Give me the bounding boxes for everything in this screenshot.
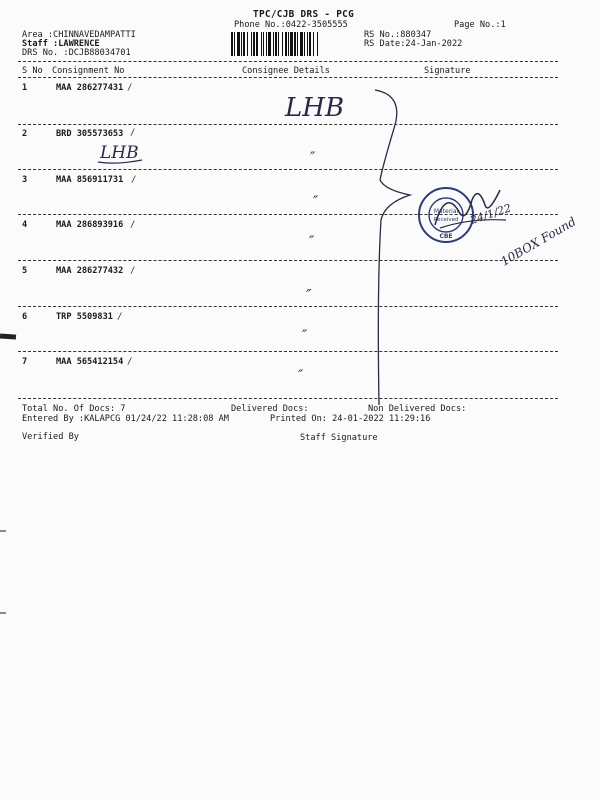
- row-4-consignment: MAA 286893916: [56, 220, 124, 230]
- ditto-mark-row-6: ″: [302, 328, 308, 344]
- row-2-divider: [18, 169, 558, 170]
- staff-signature-label: Staff Signature: [300, 433, 378, 443]
- row-4-sno: 4: [22, 220, 28, 230]
- column-header-divider: [18, 77, 558, 78]
- row-5-sno: 5: [22, 266, 28, 276]
- row-3-sno: 3: [22, 175, 28, 185]
- col-consignee: Consignee Details: [242, 66, 330, 76]
- handwritten-box-note: [488, 196, 579, 269]
- row-7-sno: 7: [22, 357, 28, 367]
- barcode-image: [231, 32, 355, 56]
- area-label: Area :CHINNAVEDAMPATTI: [22, 30, 136, 40]
- drs-number: DRS No. :DCJB88034701: [22, 48, 131, 58]
- svg-text:10BOX Found: 10BOX Found: [498, 214, 579, 269]
- svg-text:CBE: CBE: [439, 233, 453, 240]
- printed-on: Printed On: 24-01-2022 11:29:16: [270, 414, 431, 424]
- svg-text:24/1/22: 24/1/22: [468, 201, 513, 227]
- col-signature: Signature: [424, 66, 471, 76]
- row-2-consignment: BRD 305573653: [56, 129, 124, 139]
- handwritten-consignee-row-1: [285, 92, 365, 122]
- svg-text:LHB: LHB: [285, 93, 345, 123]
- rs-number: RS No.:880347: [364, 30, 432, 40]
- svg-text:Material: Material: [433, 208, 459, 215]
- ditto-mark-row-3: ″: [313, 194, 319, 210]
- entered-by: Entered By :KALAPCG 01/24/22 11:28:08 AM: [22, 414, 229, 424]
- total-docs: Total No. Of Docs: 7: [22, 404, 126, 414]
- sheet-title: TPC/CJB DRS - PCG: [253, 9, 355, 20]
- scan-mark: [0, 530, 6, 532]
- row-7-divider: [18, 398, 558, 399]
- row-2-sno: 2: [22, 129, 28, 139]
- staff-label: Staff :LAWRENCE: [22, 39, 100, 49]
- delivered-docs: Delivered Docs:: [231, 404, 309, 414]
- row-1-consignment: MAA 286277431: [56, 83, 124, 93]
- svg-text:LHB: LHB: [100, 143, 139, 163]
- rs-date: RS Date:24-Jan-2022: [364, 39, 463, 49]
- col-consignment: Consignment No: [52, 66, 125, 76]
- scan-mark: [0, 612, 6, 614]
- phone-number: Phone No.:0422-3505555: [234, 20, 348, 30]
- row-6-divider: [18, 351, 558, 352]
- row-3-consignment: MAA 856911731: [56, 175, 124, 185]
- ditto-mark-row-2: ″: [310, 150, 316, 166]
- ditto-mark-row-5: ″: [306, 286, 312, 304]
- row-4-divider: [18, 260, 558, 261]
- col-sno: S No: [22, 66, 43, 76]
- svg-text:Received: Received: [433, 217, 459, 223]
- page-number: Page No.:1: [454, 20, 506, 30]
- scan-mark: [0, 333, 16, 339]
- row-1-divider: [18, 124, 558, 125]
- handwritten-underline: [96, 158, 146, 166]
- ditto-mark-row-7: ″: [298, 368, 304, 384]
- delivery-run-sheet: TPC/CJB DRS - PCG Phone No.:0422-3505555 Page No.:1 Area :CHINNAVEDAMPATTI Staff :LAWRENCE DRS No. :DCJB88034701 RS No.:880347 RS Date:24-Jan-2022 S No Consignment No Consignee Details Signature 1 MAA 286277431 / 2 BRD 305573653 / 3 MAA 856911731 / 4 MAA 286893916 / 5 MAA 286277432 / 6 TRP 5509831 / 7 MAA 565412154 / Total No. Of Docs: 7 Delivered Docs: Non Delivered Docs: Entered By :KALAPCG 01/24/22 11:28:08 AM Printed On: 24-01-2022 11:29:16 Verified By Staff Signature LHB LHB ″ ″ ″ ″ ″ ″ Material Received CBE 24/1/22 10BOX Found: [0, 0, 600, 800]
- row-7-consignment: MAA 565412154: [56, 357, 124, 367]
- ditto-mark-row-4: ″: [309, 234, 315, 250]
- row-6-sno: 6: [22, 312, 28, 322]
- non-delivered-docs: Non Delivered Docs:: [368, 404, 467, 414]
- handwritten-bracket: [355, 85, 425, 410]
- row-1-sno: 1: [22, 83, 28, 93]
- row-5-consignment: MAA 286277432: [56, 266, 124, 276]
- header-divider: [18, 61, 558, 62]
- verified-by: Verified By: [22, 432, 79, 442]
- row-5-divider: [18, 306, 558, 307]
- row-6-consignment: TRP 5509831: [56, 312, 113, 322]
